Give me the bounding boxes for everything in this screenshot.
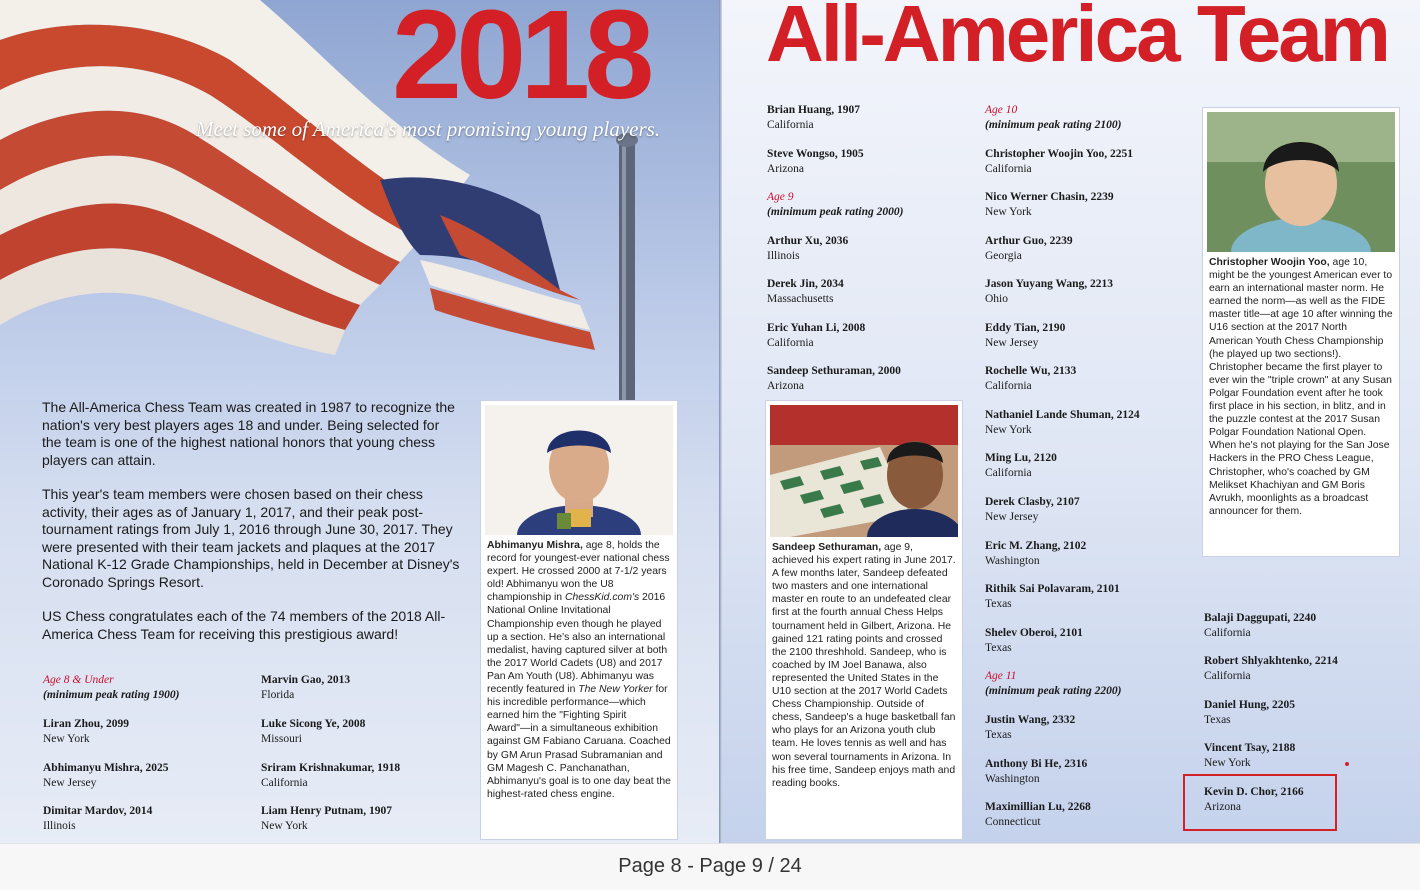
age-8-heading bbox=[43, 673, 179, 702]
player-name: Eric M. Zhang, 2102 bbox=[985, 540, 1087, 552]
player-state: New York bbox=[1204, 756, 1251, 769]
player-entry bbox=[985, 495, 1080, 524]
player-entry bbox=[1204, 741, 1295, 770]
player-photo bbox=[485, 405, 673, 535]
player-entry bbox=[767, 364, 901, 393]
player-photo-art bbox=[485, 405, 673, 535]
player-name: Rochelle Wu, 2133 bbox=[985, 365, 1077, 377]
photo-caption bbox=[1207, 252, 1395, 518]
player-state: Connecticut bbox=[985, 815, 1041, 828]
player-state: New York bbox=[43, 732, 90, 745]
player-state: Florida bbox=[261, 688, 295, 701]
player-state: Missouri bbox=[261, 732, 302, 745]
player-name: Arthur Xu, 2036 bbox=[767, 235, 849, 247]
player-state: New Jersey bbox=[985, 336, 1039, 349]
player-state: Arizona bbox=[767, 162, 805, 175]
player-state: California bbox=[767, 336, 814, 349]
player-name: Eric Yuhan Li, 2008 bbox=[767, 322, 866, 334]
photo-card-christopher bbox=[1202, 107, 1400, 557]
player-name: Jason Yuyang Wang, 2213 bbox=[985, 278, 1114, 290]
intro-paragraph-3: US Chess congratulates each of the 74 members of the 2018 All-America Chess Team for receiving this prestigious award! bbox=[42, 608, 446, 642]
player-name: Anthony Bi He, 2316 bbox=[985, 758, 1088, 770]
player-name: Robert Shlyakhtenko, 2214 bbox=[1204, 655, 1338, 667]
player-photo bbox=[770, 405, 958, 537]
player-name: Eddy Tian, 2190 bbox=[985, 322, 1066, 334]
player-state: New York bbox=[261, 819, 308, 832]
player-state: California bbox=[1204, 669, 1251, 682]
player-name: Liran Zhou, 2099 bbox=[43, 718, 129, 730]
page-title: All-America Team bbox=[766, 0, 1388, 78]
player-name: Daniel Hung, 2205 bbox=[1204, 699, 1296, 711]
player-entry bbox=[43, 761, 169, 790]
player-name: Arthur Guo, 2239 bbox=[985, 235, 1073, 247]
player-state: California bbox=[985, 466, 1032, 479]
intro-paragraph-1: The All-America Chess Team was created in 1987 to recognize the nation's very best players ages 18 and under. Being selected for the team is one of the highest national honors that young chess players can attain. bbox=[42, 399, 455, 468]
player-state: California bbox=[1204, 626, 1251, 639]
caption-text: 2016 National Online Invitational Championship even though he played up a section. He's also an international medalist, having captured silver at both the 2017 World Cadets (U8) and 2017 Pan Am Youth (U8). Abhimanyu was recently featured in bbox=[487, 592, 668, 696]
player-entry bbox=[985, 539, 1086, 568]
player-name: Steve Wongso, 1905 bbox=[767, 148, 864, 160]
player-entry bbox=[985, 408, 1140, 437]
player-entry bbox=[985, 800, 1091, 829]
player-entry bbox=[1204, 698, 1295, 727]
caption-name: Sandeep Sethuraman, bbox=[772, 542, 882, 553]
player-entry bbox=[985, 582, 1120, 611]
player-photo bbox=[1207, 112, 1395, 252]
player-name: Nico Werner Chasin, 2239 bbox=[985, 191, 1114, 203]
min-rating-label: (minimum peak rating 2100) bbox=[985, 118, 1122, 131]
age-11-heading bbox=[985, 669, 1121, 698]
year-heading: 2018 bbox=[392, 0, 649, 125]
player-state: Massachusetts bbox=[767, 292, 834, 305]
player-entry bbox=[985, 451, 1057, 480]
player-name: Nathaniel Lande Shuman, 2124 bbox=[985, 409, 1140, 421]
player-entry bbox=[985, 757, 1087, 786]
intro-paragraph-2: This year's team members were chosen based on their chess activity, their ages as of January 1, 2017, and their peak post-tournament ratings from July 1, 2016 through June 30, 2017. They were presented with their team jackets and plaques at the 2017 National K-12 Grade Championships, held in December at Disney's Coronado Springs Resort. bbox=[42, 486, 460, 590]
player-name: Vincent Tsay, 2188 bbox=[1204, 742, 1296, 754]
player-entry bbox=[43, 804, 152, 833]
player-entry bbox=[1204, 611, 1316, 640]
highlight-annotation-box bbox=[1183, 774, 1337, 831]
caption-text: age 10, might be the youngest American ever to earn an international master norm. He earned the norm—as well as the FIDE master title—at age 10 after winning the U16 section at the 2017 North American Youth Chess Championship (he played up two sections!). Christopher became the first player to ever win the "triple crown" at any Susan Polgar Foundation event after he took first place in his section, in blitz, and in the puzzle contest at the 2017 Susan Polgar Foundation National Open. When he's not playing for the San Jose Hackers in the PRO Chess League, Christopher, who's coached by GM Melikset Khachiyan and GM Boris Avrukh, moonlights as a broadcast announcer for them. bbox=[1209, 257, 1393, 517]
left-page bbox=[0, 0, 721, 843]
player-state: Ohio bbox=[985, 292, 1008, 305]
player-state: New York bbox=[985, 423, 1032, 436]
age-group-label: Age 11 bbox=[985, 670, 1017, 682]
player-name: Balaji Daggupati, 2240 bbox=[1204, 612, 1317, 624]
caption-site: ChessKid.com's bbox=[564, 592, 640, 604]
player-name: Justin Wang, 2332 bbox=[985, 714, 1076, 726]
min-rating-label: (minimum peak rating 2000) bbox=[767, 205, 904, 218]
age-group-label: Age 8 & Under bbox=[43, 674, 114, 686]
player-name: Dimitar Mardov, 2014 bbox=[43, 805, 153, 817]
photo-caption bbox=[770, 537, 958, 790]
player-name: Sriram Krishnakumar, 1918 bbox=[261, 762, 401, 774]
player-entry bbox=[985, 713, 1075, 742]
age-group-label: Age 10 bbox=[985, 104, 1018, 116]
player-state: Texas bbox=[985, 597, 1012, 610]
player-name: Maximillian Lu, 2268 bbox=[985, 801, 1091, 813]
player-entry bbox=[43, 717, 129, 746]
player-entry bbox=[767, 277, 844, 306]
player-state: Washington bbox=[985, 772, 1040, 785]
player-state: Arizona bbox=[767, 379, 805, 392]
player-state: New Jersey bbox=[985, 510, 1039, 523]
player-entry bbox=[261, 717, 365, 746]
player-entry bbox=[767, 147, 864, 176]
player-name: Ming Lu, 2120 bbox=[985, 452, 1057, 464]
caption-text: for his incredible performance—which earned him the "Fighting Spirit Award"—in a simultaneous exhibition against GM Fabiano Caruana. Coached by GM Arun Prasad Subramanian and GM Magesh C. Panchanathan, Abhimanyu's goal is to one day beat the highest-rated chess engine. bbox=[487, 684, 671, 800]
player-entry bbox=[985, 147, 1133, 176]
player-entry bbox=[261, 673, 350, 702]
page-indicator: Page 8 - Page 9 / 24 bbox=[618, 855, 802, 877]
photo-card-abhimanyu bbox=[480, 400, 678, 840]
player-name: Marvin Gao, 2013 bbox=[261, 674, 351, 686]
player-name: Abhimanyu Mishra, 2025 bbox=[43, 762, 169, 774]
player-entry bbox=[767, 103, 860, 132]
page-subtitle: Meet some of America's most promising young players. bbox=[196, 117, 661, 141]
player-name: Rithik Sai Polavaram, 2101 bbox=[985, 583, 1120, 595]
player-entry bbox=[261, 804, 392, 833]
player-state: Illinois bbox=[43, 819, 76, 832]
player-state: Georgia bbox=[985, 249, 1022, 262]
annotation-dot bbox=[1345, 762, 1349, 766]
caption-text: age 8, holds the record for youngest-ever national chess expert. He crossed 2000 at 7-1/2 years old! Abhimanyu won the U8 championship in bbox=[487, 540, 670, 604]
photo-caption bbox=[485, 535, 673, 801]
min-rating-label: (minimum peak rating 2200) bbox=[985, 684, 1122, 697]
player-state: Washington bbox=[985, 554, 1040, 567]
player-name: Brian Huang, 1907 bbox=[767, 104, 860, 116]
player-name: Liam Henry Putnam, 1907 bbox=[261, 805, 392, 817]
player-entry bbox=[985, 626, 1083, 655]
player-state: Arizona bbox=[1204, 800, 1242, 813]
player-entry bbox=[985, 234, 1073, 263]
player-state: Texas bbox=[1204, 713, 1231, 726]
player-entry bbox=[767, 321, 865, 350]
player-name: Sandeep Sethuraman, 2000 bbox=[767, 365, 901, 377]
player-name: Kevin D. Chor, 2166 bbox=[1204, 786, 1304, 798]
photo-card-sandeep bbox=[765, 400, 963, 840]
player-state: Illinois bbox=[767, 249, 800, 262]
min-rating-label: (minimum peak rating 1900) bbox=[43, 688, 180, 701]
player-entry bbox=[1204, 654, 1338, 683]
caption-name: Christopher Woojin Yoo, bbox=[1209, 257, 1330, 268]
player-entry bbox=[261, 761, 400, 790]
player-entry bbox=[767, 234, 848, 263]
caption-magazine: The New Yorker bbox=[578, 684, 653, 696]
player-state: California bbox=[767, 118, 814, 131]
player-state: California bbox=[985, 379, 1032, 392]
player-state: Texas bbox=[985, 641, 1012, 654]
player-name: Christopher Woojin Yoo, 2251 bbox=[985, 148, 1134, 160]
player-name: Derek Clasby, 2107 bbox=[985, 496, 1080, 508]
player-state: New York bbox=[985, 205, 1032, 218]
caption-name: Abhimanyu Mishra, bbox=[487, 540, 583, 551]
age-9-heading bbox=[767, 190, 903, 219]
player-entry bbox=[985, 321, 1065, 350]
player-photo-art bbox=[770, 405, 958, 537]
player-name: Derek Jin, 2034 bbox=[767, 278, 844, 290]
player-state: California bbox=[985, 162, 1032, 175]
player-state: Texas bbox=[985, 728, 1012, 741]
player-name: Luke Sicong Ye, 2008 bbox=[261, 718, 366, 730]
player-state: New Jersey bbox=[43, 776, 97, 789]
caption-text: age 9, achieved his expert rating in June 2017. A few months later, Sandeep defeated two masters and one international master en route to an undefeated clear first at the fourth annual Chess Helps tournament held in Gilbert, Arizona. He gained 121 rating points and crossed the 2100 threshhold. Sandeep, who is coached by IM Joel Banawa, also represented the United States in the U10 section at the 2017 World Cadets Chess Championship. Outside of chess, Sandeep's a huge basketball fan who plays for an Arizona youth club team. He loves tennis as well and has won several tournaments in Arizona. In his free time, Sandeep enjoys math and reading books. bbox=[772, 542, 956, 789]
player-photo-art bbox=[1207, 112, 1395, 252]
player-name: Shelev Oberoi, 2101 bbox=[985, 627, 1083, 639]
player-entry bbox=[985, 277, 1113, 306]
player-entry bbox=[985, 190, 1114, 219]
player-state: California bbox=[261, 776, 308, 789]
player-entry bbox=[985, 364, 1076, 393]
age-group-label: Age 9 bbox=[767, 191, 794, 203]
age-10-heading bbox=[985, 103, 1121, 132]
